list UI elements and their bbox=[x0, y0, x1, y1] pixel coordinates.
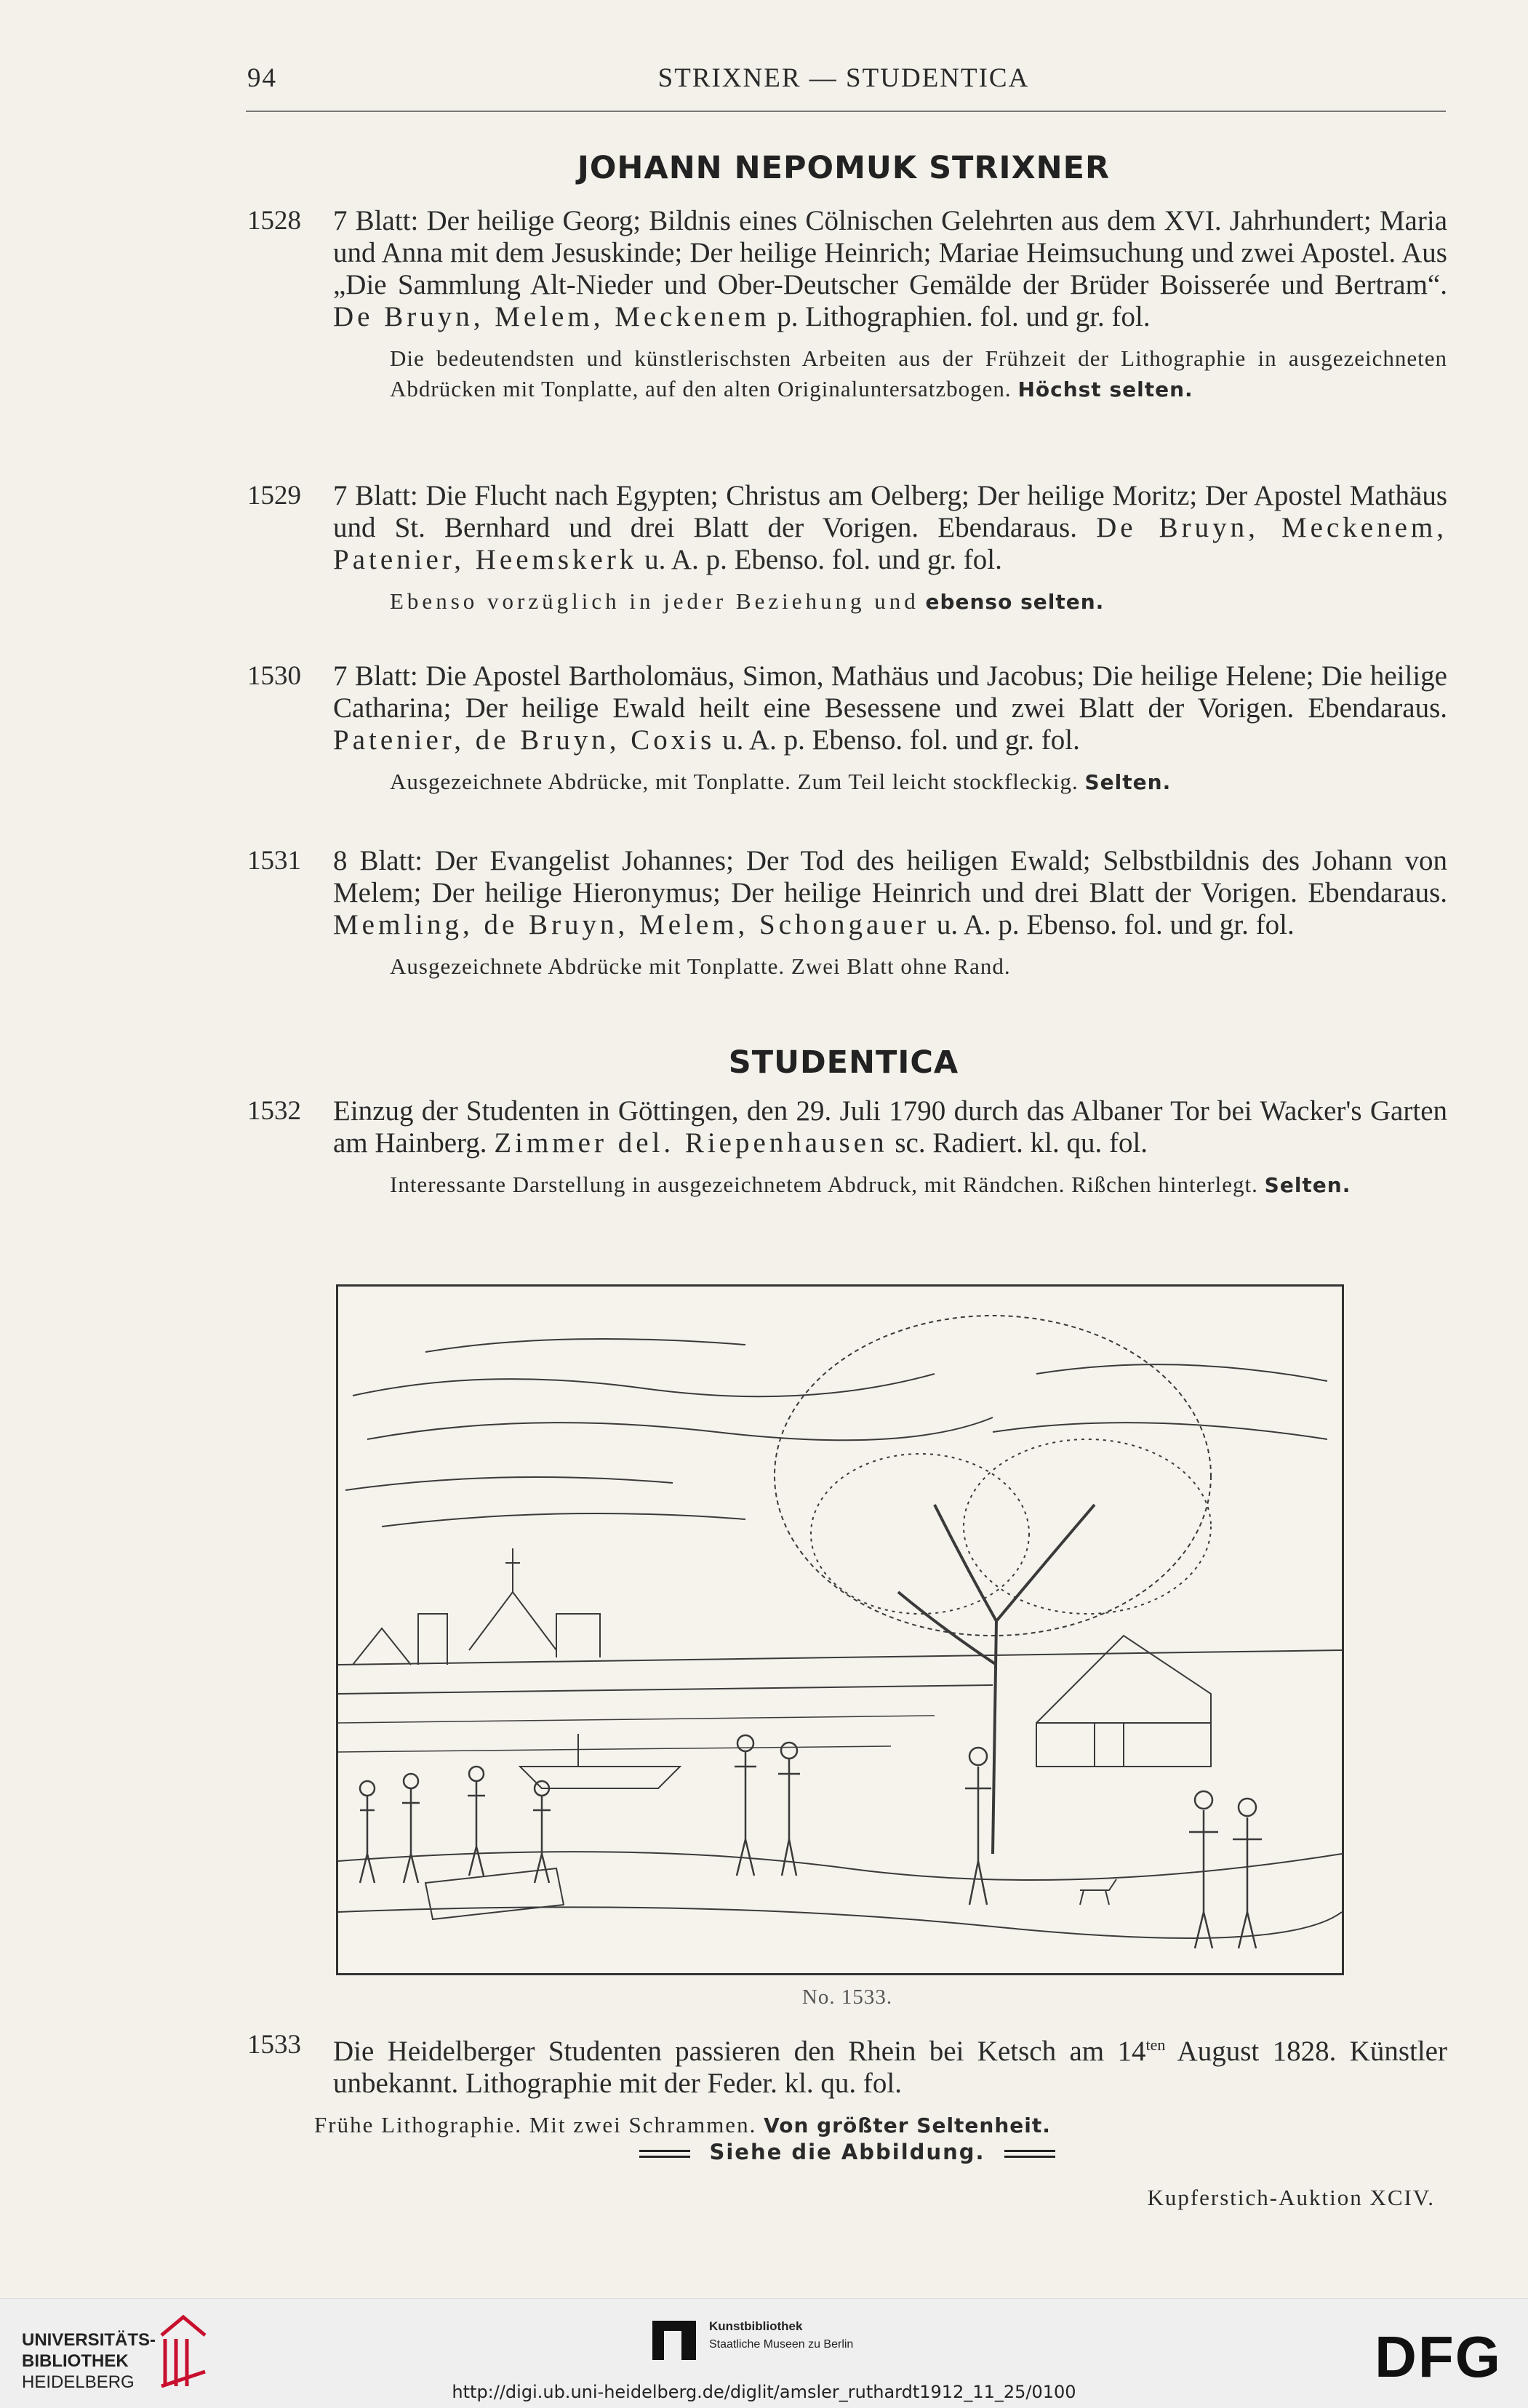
lot-note bbox=[390, 586, 1447, 617]
rarity-label: Selten. bbox=[1084, 770, 1172, 794]
section-title-studentica: STUDENTICA bbox=[728, 1044, 959, 1081]
lot-artists: Zimmer del. Riepenhausen bbox=[494, 1127, 888, 1159]
kunstbibliothek-icon bbox=[651, 2315, 702, 2366]
rarity-label: Höchst selten. bbox=[1017, 377, 1193, 401]
lot-description bbox=[333, 205, 1447, 333]
lot-number: 1528 bbox=[247, 206, 301, 236]
lot-note bbox=[390, 951, 1447, 982]
lot-description bbox=[333, 1095, 1447, 1159]
library-line3: HEIDELBERG bbox=[22, 2372, 135, 2392]
lot-text: Einzug der Studenten in Göttingen, den 29. Juli 1790 durch das Albaner Tor bei Wacker's Garten am Hainberg. bbox=[333, 1095, 1447, 1159]
auction-name: Kupferstich-Auktion XCIV. bbox=[1147, 2185, 1435, 2210]
lot-note bbox=[390, 767, 1447, 798]
lot-text: Die Heidelberger Studenten passieren den Rhein bei Ketsch am 14 bbox=[333, 2036, 1146, 2067]
rarity-label: Selten. bbox=[1264, 1173, 1351, 1197]
lot-1531 bbox=[247, 845, 1447, 982]
note-text: Interessante Darstellung in ausgezeichnetem Abdruck, mit Rändchen. Rißchen hinterlegt. bbox=[390, 1172, 1258, 1197]
lot-note bbox=[390, 1169, 1447, 1201]
lot-number: 1530 bbox=[247, 661, 301, 691]
page-number: 94 bbox=[247, 63, 277, 93]
kb-line1: Kunstbibliothek bbox=[709, 2319, 803, 2333]
rarity-label: ebenso selten. bbox=[925, 590, 1105, 614]
lot-number: 1529 bbox=[247, 481, 301, 511]
lot-artists: Memling, de Bruyn, Melem, Schongauer bbox=[333, 909, 930, 940]
lot-format: u. A. p. Ebenso. fol. und gr. fol. bbox=[644, 544, 1002, 575]
kunstbibliothek-label[interactable] bbox=[709, 2318, 853, 2353]
lot-text: 7 Blatt: Der heilige Georg; Bildnis eines Cölnischen Gelehrten aus dem XVI. Jahrhundert; Maria und Anna mit dem Jesuskinde; Der heilige Heinrich; Mariae Heimsuchung und zwei Apostel. Aus „Die Sammlung Alt-Nieder und Ober-Deutscher Gemälde der Brüder Boisserée und Bertram“. bbox=[333, 205, 1447, 300]
lot-description bbox=[333, 660, 1447, 756]
note-text: Ausgezeichnete Abdrücke mit Tonplatte. Zwei Blatt ohne Rand. bbox=[390, 953, 1011, 979]
library-line2: BIBLIOTHEK bbox=[22, 2351, 129, 2371]
lot-artists: Patenier, de Bruyn, Coxis bbox=[333, 724, 716, 756]
running-title: STRIXNER — STUDENTICA bbox=[657, 63, 1030, 93]
ordinal-suffix: ten bbox=[1145, 2036, 1166, 2054]
note-text: Ebenso vorzüglich in jeder Beziehung und bbox=[390, 588, 919, 614]
lot-1530 bbox=[247, 660, 1447, 798]
rarity-label: Von größter Seltenheit. bbox=[764, 2113, 1051, 2137]
see-illustration-text: Siehe die Abbildung. bbox=[709, 2140, 985, 2164]
lot-format: p. Lithographien. fol. und gr. fol. bbox=[777, 301, 1151, 332]
lot-note bbox=[314, 2110, 1447, 2141]
source-url[interactable]: http://digi.ub.uni-heidelberg.de/diglit/amsler_ruthardt1912_11_25/0100 bbox=[452, 2382, 1076, 2402]
lot-format: u. A. p. Ebenso. fol. und gr. fol. bbox=[936, 909, 1295, 940]
lot-number: 1533 bbox=[247, 2030, 301, 2060]
lot-format: sc. Radiert. kl. qu. fol. bbox=[895, 1127, 1148, 1159]
lot-artists: De Bruyn, Melem, Meckenem bbox=[333, 301, 770, 332]
lot-description bbox=[333, 845, 1447, 941]
figure-caption: No. 1533. bbox=[801, 1985, 893, 2009]
lithograph-drawing bbox=[338, 1287, 1342, 1973]
see-illustration-note bbox=[247, 2140, 1447, 2164]
lot-text: 8 Blatt: Der Evangelist Johannes; Der Tod des heiligen Ewald; Selbstbildnis des Johann von Melem; Der heilige Hieronymus; Der heilige Heinrich und drei Blatt der Vorigen. Ebendaraus. bbox=[333, 845, 1447, 908]
lot-number: 1531 bbox=[247, 846, 301, 876]
lot-1529 bbox=[247, 480, 1447, 617]
lot-1532 bbox=[247, 1095, 1447, 1201]
note-text: Frühe Lithographie. Mit zwei Schrammen. bbox=[314, 2112, 757, 2137]
illustration-1533 bbox=[336, 1284, 1344, 1975]
double-rule-left bbox=[639, 2150, 690, 2158]
lot-note bbox=[390, 343, 1447, 405]
header-rule bbox=[246, 111, 1446, 112]
dfg-logo[interactable]: DFG bbox=[1375, 2324, 1502, 2389]
lot-1533 bbox=[247, 2029, 1447, 2141]
note-text: Ausgezeichnete Abdrücke, mit Tonplatte. Zum Teil leicht stockfleckig. bbox=[390, 769, 1079, 794]
lot-1528 bbox=[247, 205, 1447, 405]
lot-text: 7 Blatt: Die Apostel Bartholomäus, Simon, Mathäus und Jacobus; Die heilige Helene; Die heilige Catharina; Der heilige Ewald heilt eine Besessene und zwei Blatt der Vorigen. Ebendaraus. bbox=[333, 660, 1447, 724]
lot-artists: De Bruyn, Meckenem, Patenier, Heemskerk bbox=[333, 512, 1448, 575]
lot-description bbox=[333, 2029, 1447, 2100]
note-text: Die bedeutendsten und künstlerischsten Arbeiten aus der Frühzeit der Lithographie in ausgezeichneten Abdrücken mit Tonplatte, auf den alten Originaluntersatzbogen. bbox=[390, 345, 1447, 401]
double-rule-right bbox=[1004, 2150, 1055, 2158]
lot-text: 7 Blatt: Die Flucht nach Egypten; Christus am Oelberg; Der heilige Moritz; Der Apostel Mathäus und St. Bernhard und drei Blatt der Vorigen. Ebendaraus. bbox=[333, 480, 1447, 543]
footer-bar bbox=[0, 2298, 1528, 2408]
lot-description bbox=[333, 480, 1447, 576]
kb-line2: Staatliche Museen zu Berlin bbox=[709, 2338, 854, 2351]
section-title-strixner: JOHANN NEPOMUK STRIXNER bbox=[577, 150, 1111, 186]
lot-number: 1532 bbox=[247, 1096, 301, 1126]
running-head bbox=[247, 63, 1440, 106]
lot-format: u. A. p. Ebenso. fol. und gr. fol. bbox=[722, 724, 1080, 756]
library-line1: UNIVERSITÄTS- bbox=[22, 2330, 156, 2350]
lot-format: August 1828. Künstler unbekannt. Lithographie mit der Feder. kl. qu. fol. bbox=[333, 2036, 1447, 2099]
